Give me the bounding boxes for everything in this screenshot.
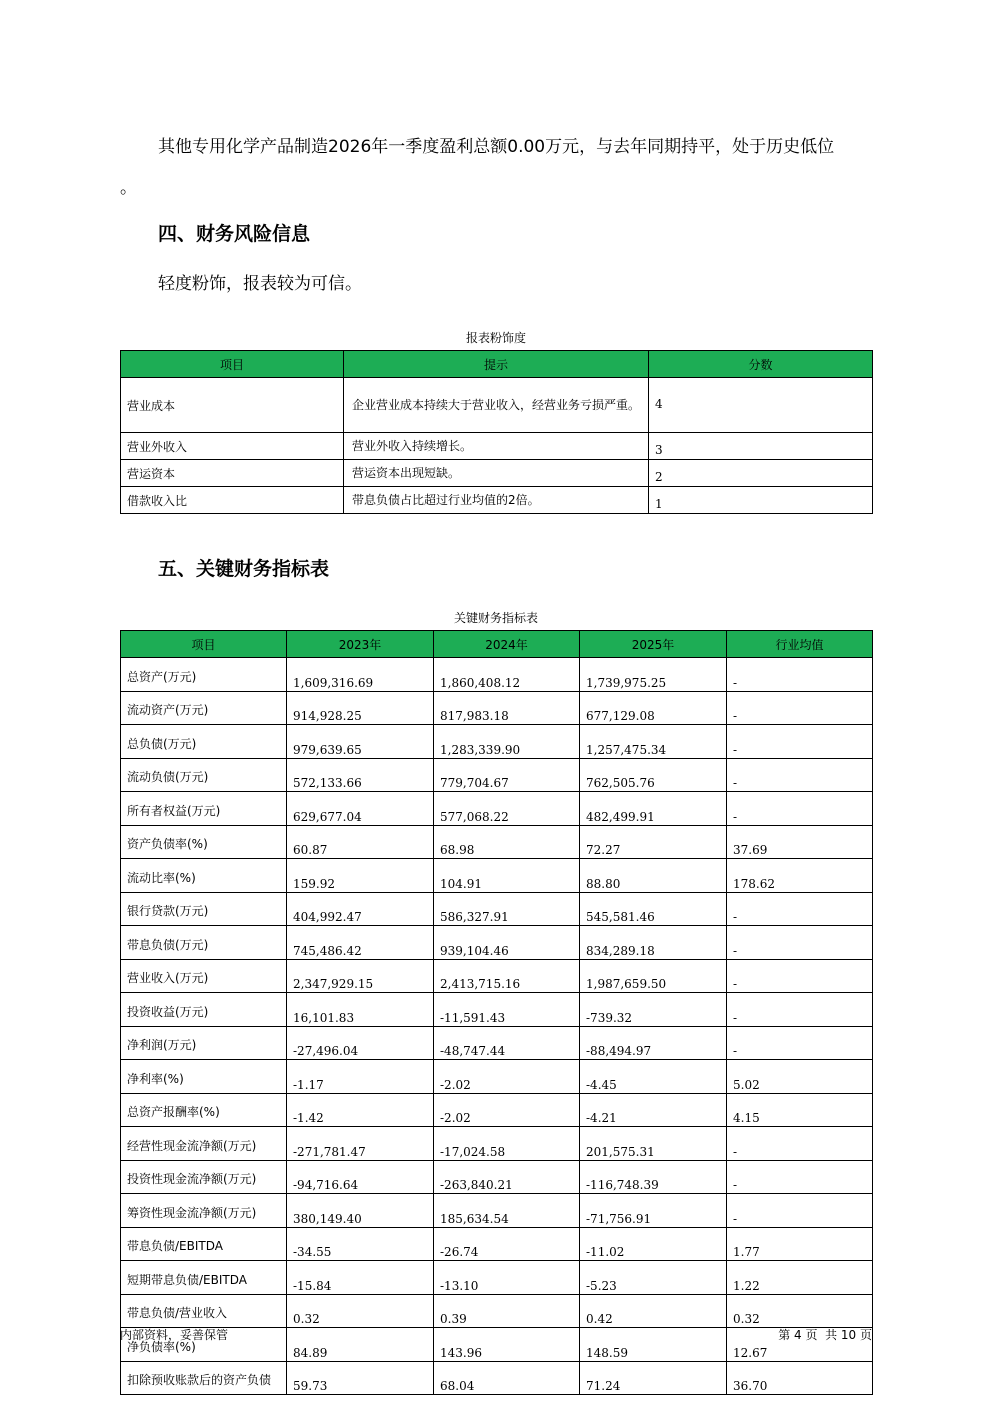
row-item: 所有者权益(万元): [121, 792, 287, 826]
table-row: [121, 658, 873, 692]
value-2025: 1,987,659.50: [580, 959, 727, 993]
value-2024: 817,983.18: [434, 691, 580, 725]
value-industry-average: -: [727, 1160, 873, 1194]
row-hint: 营运资本出现短缺。: [344, 460, 649, 487]
indicator-table-caption: 关键财务指标表: [453, 611, 538, 625]
value-2025: -11.02: [580, 1227, 727, 1261]
table-row: [121, 1328, 873, 1362]
value-2024: 577,068.22: [434, 792, 580, 826]
value-2025: 1,739,975.25: [580, 658, 727, 692]
row-score: 1: [649, 487, 873, 514]
value-industry-average: -: [727, 792, 873, 826]
value-2024: -17,024.58: [434, 1127, 580, 1161]
table-row: [121, 993, 873, 1027]
table-row: [121, 859, 873, 893]
value-2024: 586,327.91: [434, 892, 580, 926]
row-item: 净利率(%): [121, 1060, 287, 1094]
value-2024: 1,283,339.90: [434, 725, 580, 759]
value-2023: -1.42: [287, 1093, 434, 1127]
value-2025: -5.23: [580, 1261, 727, 1295]
footer-page-number: 第 4 页 共 10 页: [778, 1328, 872, 1342]
value-2023: 1,609,316.69: [287, 658, 434, 692]
row-item: 总负债(万元): [121, 725, 287, 759]
header-year-2023: 2023年: [287, 631, 434, 658]
indicator-table: [120, 630, 873, 1395]
value-2023: 979,639.65: [287, 725, 434, 759]
value-2024: 185,634.54: [434, 1194, 580, 1228]
value-2024: -26.74: [434, 1227, 580, 1261]
header-industry-average: 行业均值: [727, 631, 873, 658]
value-2023: -271,781.47: [287, 1127, 434, 1161]
value-industry-average: 1.77: [727, 1227, 873, 1261]
value-2025: 88.80: [580, 859, 727, 893]
value-2025: 482,499.91: [580, 792, 727, 826]
table-row: [121, 1261, 873, 1295]
value-2025: 762,505.76: [580, 758, 727, 792]
row-item: 营业收入(万元): [121, 959, 287, 993]
value-2023: -1.17: [287, 1060, 434, 1094]
row-item: 投资性现金流净额(万元): [121, 1160, 287, 1194]
value-2023: 0.32: [287, 1294, 434, 1328]
row-item: 带息负债/营业收入: [121, 1294, 287, 1328]
value-2023: 572,133.66: [287, 758, 434, 792]
row-item: 总资产(万元): [121, 658, 287, 692]
risk-table: [120, 350, 873, 514]
value-2024: 779,704.67: [434, 758, 580, 792]
value-2023: 16,101.83: [287, 993, 434, 1027]
header-score: 分数: [649, 351, 873, 378]
value-2023: 159.92: [287, 859, 434, 893]
value-2025: 677,129.08: [580, 691, 727, 725]
value-2023: 60.87: [287, 825, 434, 859]
value-2024: 68.98: [434, 825, 580, 859]
value-2025: 71.24: [580, 1361, 727, 1395]
table-row: [121, 1361, 873, 1395]
section-5-heading: 五、关键财务指标表: [158, 558, 330, 580]
table-row: [121, 1194, 873, 1228]
value-2025: -88,494.97: [580, 1026, 727, 1060]
table-row: [121, 792, 873, 826]
value-2023: -94,716.64: [287, 1160, 434, 1194]
row-score: 4: [649, 378, 873, 433]
table-row: [121, 1160, 873, 1194]
row-hint: 营业外收入持续增长。: [344, 433, 649, 460]
value-industry-average: 36.70: [727, 1361, 873, 1395]
table-row: [121, 1294, 873, 1328]
row-item: 流动负债(万元): [121, 758, 287, 792]
footer-confidential: 内部资料，妥善保管: [120, 1328, 229, 1342]
table-row: [121, 725, 873, 759]
value-industry-average: -: [727, 1127, 873, 1161]
risk-table-caption: 报表粉饰度: [465, 331, 526, 345]
value-2024: -11,591.43: [434, 993, 580, 1027]
indicator-table-header: [121, 631, 873, 658]
value-2024: 104.91: [434, 859, 580, 893]
row-hint: 带息负债占比超过行业均值的2倍。: [344, 487, 649, 514]
row-item: 营业外收入: [121, 433, 344, 460]
header-hint: 提示: [344, 351, 649, 378]
table-row: [121, 959, 873, 993]
row-item: 扣除预收账款后的资产负债: [121, 1361, 287, 1395]
row-item: 营业成本: [121, 378, 344, 433]
value-industry-average: -: [727, 892, 873, 926]
value-industry-average: -: [727, 1026, 873, 1060]
value-2025: 834,289.18: [580, 926, 727, 960]
row-item: 带息负债/EBITDA: [121, 1227, 287, 1261]
value-2024: 0.39: [434, 1294, 580, 1328]
value-industry-average: -: [727, 758, 873, 792]
row-hint: 企业营业成本持续大于营业收入，经营业务亏损严重。: [344, 378, 649, 433]
value-industry-average: 0.32: [727, 1294, 873, 1328]
value-2025: 148.59: [580, 1328, 727, 1362]
table-row: [121, 433, 873, 460]
risk-summary: 轻度粉饰，报表较为可信。: [158, 274, 362, 294]
table-row: [121, 1127, 873, 1161]
row-item: 短期带息负债/EBITDA: [121, 1261, 287, 1295]
value-industry-average: 12.67: [727, 1328, 873, 1362]
table-row: [121, 926, 873, 960]
value-industry-average: -: [727, 691, 873, 725]
value-2025: -4.45: [580, 1060, 727, 1094]
value-2024: -263,840.21: [434, 1160, 580, 1194]
row-score: 2: [649, 460, 873, 487]
row-item: 银行贷款(万元): [121, 892, 287, 926]
section-4-heading: 四、财务风险信息: [158, 223, 311, 245]
header-item: 项目: [121, 631, 287, 658]
header-year-2025: 2025年: [580, 631, 727, 658]
table-row: [121, 892, 873, 926]
intro-line-1: 其他专用化学产品制造2026年一季度盈利总额0.00万元，与去年同期持平，处于历史低位: [158, 137, 835, 157]
value-2024: -48,747.44: [434, 1026, 580, 1060]
row-item: 流动资产(万元): [121, 691, 287, 725]
row-item: 资产负债率(%): [121, 825, 287, 859]
row-score: 3: [649, 433, 873, 460]
value-2025: -116,748.39: [580, 1160, 727, 1194]
value-2023: -15.84: [287, 1261, 434, 1295]
value-2024: 143.96: [434, 1328, 580, 1362]
value-industry-average: -: [727, 658, 873, 692]
intro-line-2: 。: [120, 178, 137, 198]
value-2024: -2.02: [434, 1093, 580, 1127]
value-2025: 0.42: [580, 1294, 727, 1328]
header-year-2024: 2024年: [434, 631, 580, 658]
row-item: 经营性现金流净额(万元): [121, 1127, 287, 1161]
value-2025: 545,581.46: [580, 892, 727, 926]
value-industry-average: 5.02: [727, 1060, 873, 1094]
table-row: [121, 1093, 873, 1127]
value-2023: 2,347,929.15: [287, 959, 434, 993]
row-item: 净利润(万元): [121, 1026, 287, 1060]
row-item: 流动比率(%): [121, 859, 287, 893]
value-2024: -2.02: [434, 1060, 580, 1094]
value-industry-average: 1.22: [727, 1261, 873, 1295]
value-2024: 2,413,715.16: [434, 959, 580, 993]
value-2025: -4.21: [580, 1093, 727, 1127]
value-industry-average: -: [727, 926, 873, 960]
row-item: 投资收益(万元): [121, 993, 287, 1027]
value-2023: -27,496.04: [287, 1026, 434, 1060]
row-item: 筹资性现金流净额(万元): [121, 1194, 287, 1228]
value-industry-average: 37.69: [727, 825, 873, 859]
value-2025: -71,756.91: [580, 1194, 727, 1228]
value-2024: -13.10: [434, 1261, 580, 1295]
table-row: [121, 378, 873, 433]
value-2024: 68.04: [434, 1361, 580, 1395]
value-2024: 1,860,408.12: [434, 658, 580, 692]
table-row: [121, 825, 873, 859]
row-item: 营运资本: [121, 460, 344, 487]
table-row: [121, 1227, 873, 1261]
table-row: [121, 460, 873, 487]
row-item: 带息负债(万元): [121, 926, 287, 960]
value-2023: 84.89: [287, 1328, 434, 1362]
table-row: [121, 487, 873, 514]
value-2023: 59.73: [287, 1361, 434, 1395]
value-2025: 201,575.31: [580, 1127, 727, 1161]
header-item: 项目: [121, 351, 344, 378]
value-industry-average: -: [727, 959, 873, 993]
table-row: [121, 1026, 873, 1060]
value-2025: 72.27: [580, 825, 727, 859]
table-row: [121, 1060, 873, 1094]
value-industry-average: -: [727, 1194, 873, 1228]
value-2024: 939,104.46: [434, 926, 580, 960]
table-row: [121, 758, 873, 792]
value-2025: -739.32: [580, 993, 727, 1027]
value-2025: 1,257,475.34: [580, 725, 727, 759]
value-industry-average: -: [727, 993, 873, 1027]
value-2023: -34.55: [287, 1227, 434, 1261]
row-item: 总资产报酬率(%): [121, 1093, 287, 1127]
risk-table-header: [121, 351, 873, 378]
value-2023: 404,992.47: [287, 892, 434, 926]
row-item: 借款收入比: [121, 487, 344, 514]
value-2023: 914,928.25: [287, 691, 434, 725]
value-2023: 380,149.40: [287, 1194, 434, 1228]
row-item: 净负债率(%): [121, 1328, 287, 1362]
value-2023: 745,486.42: [287, 926, 434, 960]
value-industry-average: 178.62: [727, 859, 873, 893]
value-industry-average: 4.15: [727, 1093, 873, 1127]
value-2023: 629,677.04: [287, 792, 434, 826]
table-row: [121, 691, 873, 725]
value-industry-average: -: [727, 725, 873, 759]
